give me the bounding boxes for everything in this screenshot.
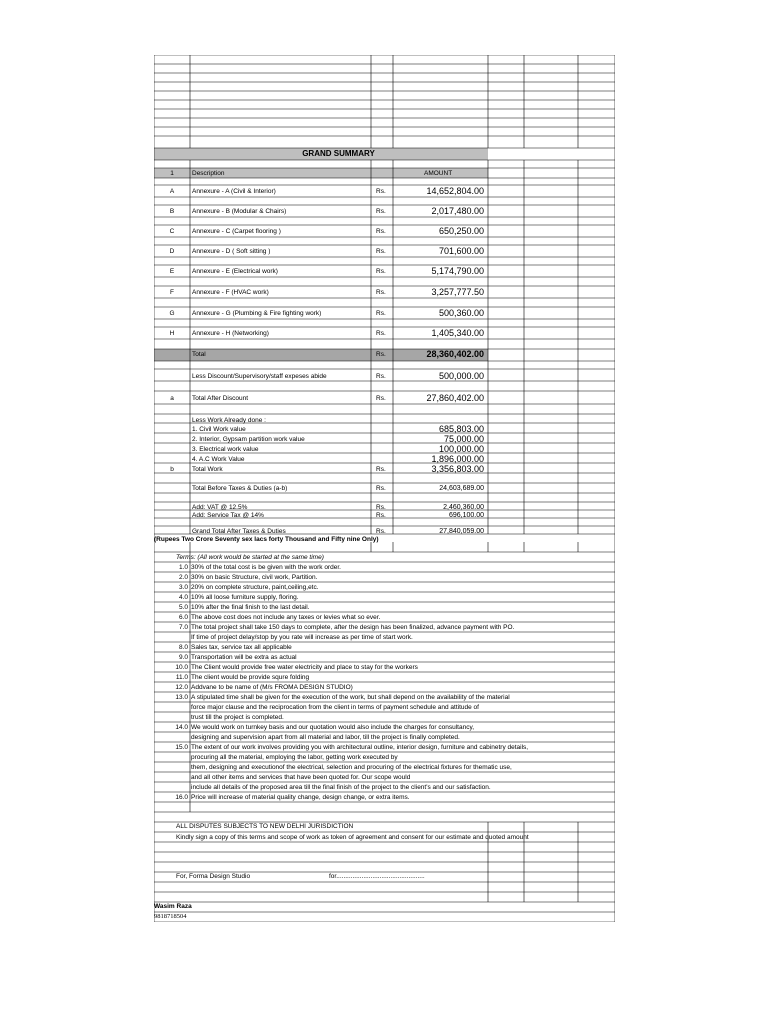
annexure-description: Annexure - A (Civil & Interior) [192, 188, 276, 195]
term-number: 3.0 [178, 584, 188, 591]
annexure-letter: B [169, 208, 175, 215]
term-number: 1.0 [178, 564, 188, 571]
rs-label: Rs. [376, 310, 386, 317]
term-text: include all details of the proposed area till the final finish of the project to the client's and our satisfaction. [191, 784, 491, 791]
annexure-letter: E [169, 268, 175, 275]
term-text: The total project shall take 150 days to complete, after the design has been finalized, advance payment with PO. [191, 624, 515, 631]
total-work-letter: b [170, 466, 174, 473]
header-description: Description [192, 170, 225, 177]
term-number: 9.0 [178, 654, 188, 661]
annexure-amount: 5,174,790.00 [431, 266, 484, 276]
term-number: 15.0 [175, 744, 188, 751]
annexure-letter: H [169, 330, 175, 337]
rs-label: Rs. [376, 248, 386, 255]
term-number: 2.0 [178, 574, 188, 581]
header-amount: AMOUNT [424, 170, 453, 177]
term-text: designing and supervision apart from all material and labor, till the project is finally completed. [191, 734, 460, 741]
annexure-amount: 701,600.00 [438, 246, 484, 256]
before-taxes-label: Total Before Taxes & Duties (a-b) [192, 485, 288, 492]
annexure-description: Annexure - C (Carpet flooring ) [192, 228, 281, 235]
terms-title: Terms: (All work would be started at the same time) [176, 554, 324, 561]
signatory-name: Wasim Raza [154, 903, 192, 910]
term-number: 13.0 [175, 694, 188, 701]
annexure-description: Annexure - F (HVAC work) [192, 289, 269, 296]
rs-label: Rs. [376, 485, 386, 492]
term-text: 10% after the final finish to the last detail. [191, 604, 310, 611]
total-label: Total [192, 351, 206, 358]
annexure-amount: 2,017,480.00 [431, 206, 484, 216]
discount-label: Less Discount/Supervisory/staff expeses abide [192, 373, 327, 380]
term-number: 10.0 [175, 664, 188, 671]
term-text: Price will increase of material quality change, design change, or extra items. [191, 794, 410, 801]
after-discount-label: Total After Discount [192, 395, 248, 402]
for-client: for................................................. [329, 873, 425, 880]
before-taxes-amount: 24,603,689.00 [439, 485, 484, 492]
grand-total-amount: 27,840,059.00 [439, 528, 484, 535]
annexure-letter: C [169, 228, 175, 235]
rs-label: Rs. [376, 208, 386, 215]
term-number: 5.0 [178, 604, 188, 611]
vat-label: Add: VAT @ 12.5% [192, 504, 248, 511]
term-text: The above cost does not include any taxes or levies what so ever. [191, 614, 381, 621]
vat-amount: 2,460,360.00 [443, 504, 484, 511]
term-text: trust till the project is completed. [191, 714, 284, 721]
less-work-amount: 1,896,000.00 [431, 454, 484, 464]
less-work-amount: 75,000.00 [443, 434, 484, 444]
amount-in-words: (Rupees Two Crore Seventy sex lacs forty Thousand and Fifty nine Only) [154, 536, 379, 543]
term-text: and all other items and services that have been quoted for. Our scope would [191, 774, 411, 781]
annexure-description: Annexure - H (Networking) [192, 330, 269, 337]
term-number: 14.0 [175, 724, 188, 731]
term-text: 10% all loose furniture supply, floring. [191, 594, 299, 601]
less-work-item: 2. Interior, Gypsam partition work value [192, 436, 305, 443]
annexure-description: Annexure - G (Plumbing & Fire fighting work) [192, 310, 322, 317]
term-number: 6.0 [178, 614, 188, 621]
quotation-sheet [154, 55, 615, 922]
annexure-letter: A [169, 188, 175, 195]
less-work-amount: 685,803.00 [438, 424, 484, 434]
rs-label: Rs. [376, 351, 386, 358]
term-number: 16.0 [175, 794, 188, 801]
discount-amount: 500,000.00 [438, 371, 484, 381]
term-number: 4.0 [178, 594, 188, 601]
term-text: force major clause and the reciprocation from the client in terms of payment schedule and attitude of [191, 704, 479, 711]
annexure-amount: 14,652,804.00 [426, 186, 484, 196]
total-amount: 28,360,402.00 [426, 349, 484, 359]
term-text: Addvane to be name of (M/s FROMA DESIGN STUDIO) [191, 684, 353, 691]
term-text: A stipulated time shall be given for the execution of the work, but shall depend on the availability of the material [191, 694, 510, 701]
grand-total-label: Grand Total After Taxes & Duties [192, 528, 286, 535]
term-text: The client would be provide squre folding [191, 674, 310, 681]
annexure-description: Annexure - D ( Soft sitting ) [192, 248, 271, 255]
rs-label: Rs. [376, 268, 386, 275]
term-text: 30% of the total cost is be given with the work order. [191, 564, 341, 571]
total-work-label: Total Work [192, 466, 223, 473]
service-tax-label: Add: Service Tax @ 14% [192, 512, 264, 519]
rs-label: Rs. [376, 330, 386, 337]
less-work-item: 1. Civil Work value [192, 426, 246, 433]
rs-label: Rs. [376, 528, 386, 535]
rs-label: Rs. [376, 512, 386, 519]
less-work-amount: 100,000.00 [438, 444, 484, 454]
less-work-title: Less Work Already done : [192, 417, 266, 424]
term-text: them, designing and executionof the electrical, selection and procuring of the electrical fixtures for thematic use, [191, 764, 512, 771]
for-company: For, Forma Design Studio [176, 873, 251, 880]
term-text: The Client would provide free water electricity and place to stay for the workers [191, 664, 418, 671]
term-text: Transportation will be extra as actual [191, 654, 297, 661]
rs-label: Rs. [376, 373, 386, 380]
term-number: 8.0 [178, 644, 188, 651]
annexure-amount: 3,257,777.50 [431, 287, 484, 297]
rs-label: Rs. [376, 504, 386, 511]
signatory-phone: 9818718504 [154, 913, 187, 920]
term-text: We would work on turnkey basis and our quotation would also include the charges for consultancy, [191, 724, 475, 731]
rs-label: Rs. [376, 395, 386, 402]
annexure-amount: 500,360.00 [438, 308, 484, 318]
term-text: If time of project delay/stop by you rate will increase as per time of start work. [191, 634, 413, 641]
term-text: Sales tax, service tax all applicable [191, 644, 292, 651]
term-text: 20% on complete structure, paint,ceiling,etc. [191, 584, 319, 591]
total-work-amount: 3,356,803.00 [431, 464, 484, 474]
less-work-item: 3. Electrical work value [192, 446, 259, 453]
annexure-letter: F [170, 289, 174, 296]
rs-label: Rs. [376, 228, 386, 235]
term-text: 30% on basic Structure, civil work, Partition. [191, 574, 318, 581]
after-discount-letter: a [170, 395, 174, 402]
service-tax-amount: 696,100.00 [448, 512, 484, 519]
term-text: procuring all the material, employing the labor, getting work executed by [191, 754, 398, 761]
annexure-amount: 1,405,340.00 [431, 328, 484, 338]
annexure-amount: 650,250.00 [438, 226, 484, 236]
term-number: 12.0 [175, 684, 188, 691]
annexure-letter: G [169, 310, 175, 317]
rs-label: Rs. [376, 188, 386, 195]
term-text: The extent of our work involves providing you with architectural outline, interior design, furniture and cabinetry details, [191, 744, 529, 751]
rs-label: Rs. [376, 289, 386, 296]
jurisdiction-note: ALL DISPUTES SUBJECTS TO NEW DELHI JURISDICTION [176, 823, 354, 830]
annexure-letter: D [169, 248, 175, 255]
after-discount-amount: 27,860,402.00 [426, 393, 484, 403]
term-number: 7.0 [178, 624, 188, 631]
annexure-description: Annexure - E (Electrical work) [192, 268, 278, 275]
annexure-description: Annexure - B (Modular & Chairs) [192, 208, 287, 215]
rs-label: Rs. [376, 466, 386, 473]
header-sno: 1 [170, 170, 174, 177]
sign-note: Kindly sign a copy of this terms and scope of work as token of agreement and consent for our estimate and quoted amount [176, 834, 529, 841]
less-work-item: 4. A.C Work Value [192, 456, 245, 463]
term-number: 11.0 [175, 674, 188, 681]
grand-summary-title: GRAND SUMMARY [302, 149, 375, 158]
